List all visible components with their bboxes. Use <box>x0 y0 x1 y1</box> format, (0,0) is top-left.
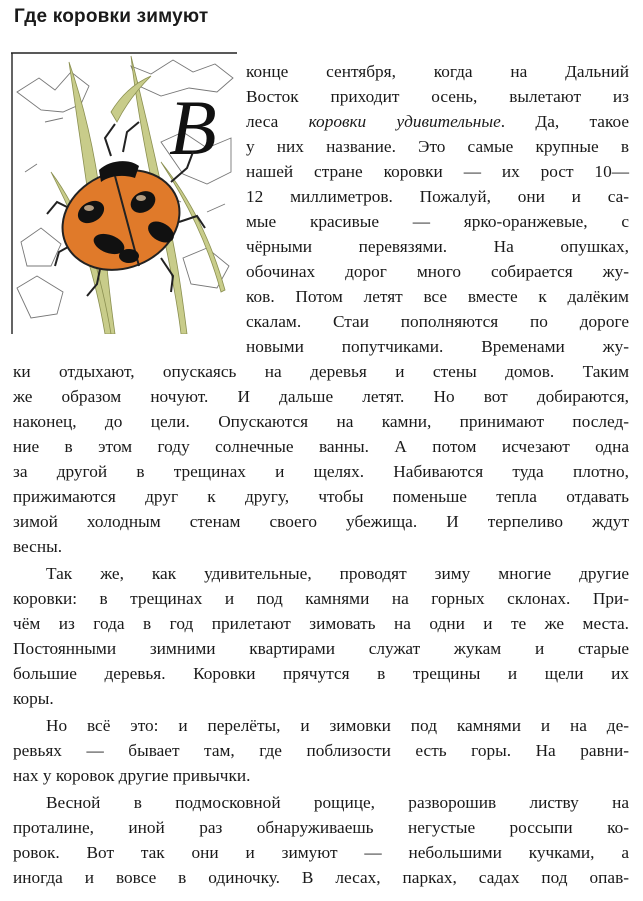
text-line: зимой холодным стенам своего убежища. И терпеливо ждут <box>13 512 629 531</box>
text-line: леса коровки удивительные. Да, такое <box>246 112 629 131</box>
text-line: ков. Потом летят все вместе к далёким <box>246 287 629 306</box>
text-line: обочинах дорог много собирается жу- <box>246 262 629 281</box>
page-title: Где коровки зимуют <box>14 6 209 27</box>
text-line: конце сентября, когда на Дальний <box>246 62 629 81</box>
text-line: у них название. Это самые крупные в <box>246 137 629 156</box>
text-line: Но всё это: и перелёты, и зимовки под камнями и на де- <box>46 716 629 735</box>
text-line: скалам. Стаи пополняются по дороге <box>246 312 629 331</box>
text-line: Весной в подмосковной рощице, разворошив листву на <box>46 793 629 812</box>
text-line: Постоянными зимними квартирами служат жукам и старые <box>13 639 629 658</box>
text-line: Так же, как удивительные, проводят зиму многие другие <box>46 564 629 583</box>
ladybug-illustration <box>11 52 237 334</box>
text-line: большие деревья. Коровки прячутся в трещины и щели их <box>13 664 629 683</box>
text-line: наконец, до цели. Опускаются на камни, принимают послед- <box>13 412 629 431</box>
text-line: коры. <box>13 689 54 708</box>
text-line: ровок. Вот так они и зимуют — небольшими кучками, а <box>13 843 629 862</box>
text-line: коровки: в трещинах и под камнями на горных склонах. При- <box>13 589 629 608</box>
text-line: Восток приходит осень, вылетают из <box>246 87 629 106</box>
text-line: нашей стране коровки — их рост 10— <box>246 162 629 181</box>
text-line: чём из года в год прилетают зимовать на одни и те же места. <box>13 614 629 633</box>
text-line: ревьях — бывает там, где поблизости есть горы. На равни- <box>13 741 629 760</box>
text-line: ние в этом году солнечные ванны. А потом исчезают одна <box>13 437 629 456</box>
text-line: нах у коровок другие привычки. <box>13 766 251 785</box>
text-line: же образом ночуют. И дальше летят. Но вот добираются, <box>13 387 629 406</box>
text-line: прижимаются друг к другу, чтобы поменьше тепла отдавать <box>13 487 629 506</box>
text-line: весны. <box>13 537 63 556</box>
text-line: за другой в трещинах и щелях. Набиваются туда плотно, <box>13 462 629 481</box>
text-line: иногда и вовсе в одиночку. В лесах, парках, садах под опав- <box>13 868 629 887</box>
text-line: новыми попутчиками. Временами жу- <box>246 337 629 356</box>
text-line: мые красивые — ярко-оранжевые, с <box>246 212 629 231</box>
drop-cap-letter: В <box>169 84 217 171</box>
text-line: проталине, иной раз обнаруживаешь негустые россыпи ко- <box>13 818 629 837</box>
species-name: коровки удивительные <box>308 112 501 131</box>
text-line: чёрными перевязями. На опушках, <box>246 237 629 256</box>
text-line: ки отдыхают, опускаясь на деревья и стены домов. Таким <box>13 362 629 381</box>
text-line: 12 миллиметров. Пожалуй, они и са- <box>246 187 629 206</box>
